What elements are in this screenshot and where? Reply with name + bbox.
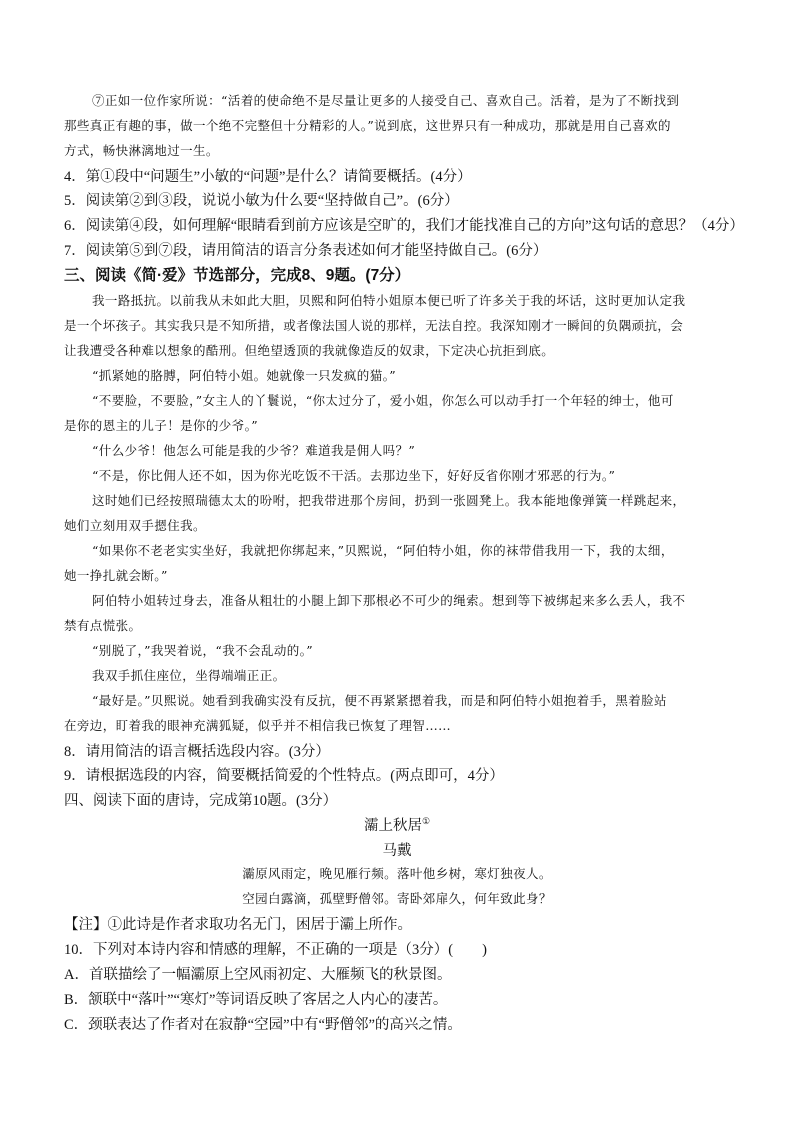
question-6: 6．阅读第④段，如何理解“眼睛看到前方应该是空旷的，我们才能找准自己的方向”这句话的意思？（4分） — [64, 218, 744, 234]
option-c: C．颈联表达了作者对在寂静“空园”中有“野僧邻”的高兴之情。 — [64, 1017, 462, 1033]
passage-line: 这时她们已经按照瑞德太太的吩咐，把我带进那个房间，扔到一张圆凳上。我本能地像弹簧一样跳起来， — [92, 493, 686, 508]
passage-line: 让我遭受各种难以想象的酷刑。但绝望透顶的我就像造反的奴隶，下定决心抗拒到底。 — [64, 343, 555, 358]
section-3-heading: 三、阅读《简·爱》节选部分，完成8、9题。(7分） — [64, 267, 411, 284]
poem-title — [0, 814, 794, 835]
passage-line: 阿伯特小姐转过身去，准备从粗壮的小腿上卸下那根必不可少的绳索。想到等下被绑起来多么丢人，我不 — [92, 593, 686, 608]
question-8: 8．请用简洁的语言概括选段内容。(3分） — [64, 744, 330, 760]
passage-line: 方式，畅快淋漓地过一生。 — [64, 143, 219, 158]
passage-line: 在旁边，盯着我的眼神充满狐疑，似乎并不相信我已恢复了理智…… — [64, 718, 452, 733]
passage-line: ⑦正如一位作家所说：“活着的使命绝不是尽量让更多的人接受自己、喜欢自己。活着，是为了不断找到 — [92, 93, 680, 108]
option-b: B．颔联中“落叶”“寒灯”等词语反映了客居之人内心的凄苦。 — [64, 992, 448, 1008]
poem-title-footnote: ① — [421, 816, 431, 827]
passage-line: 那些真正有趣的事，做一个绝不完整但十分精彩的人。”说到底，这世界只有一种成功，那就是用自己喜欢的 — [64, 118, 671, 133]
passage-line: 她一挣扎就会断。” — [64, 568, 168, 583]
passage-line: 我双手抓住座位，坐得端端正正。 — [92, 668, 286, 683]
passage-line: 她们立刻用双手摁住我。 — [64, 518, 206, 533]
question-5: 5．阅读第②到③段，说说小敏为什么要“坚持做自己”。(6分） — [64, 193, 459, 209]
passage-line: “不要脸，不要脸，”女主人的丫鬟说，“你太过分了，爱小姐，你怎么可以动手打一个年轻的绅士，他可 — [92, 393, 674, 408]
passage-line: “如果你不老老实实坐好，我就把你绑起来，”贝熙说，“阿伯特小姐，你的袜带借我用一下，我的太细， — [92, 543, 674, 558]
passage-line: 禁有点慌张。 — [64, 618, 142, 633]
passage-line: “抓紧她的胳膊，阿伯特小姐。她就像一只发疯的猫。” — [92, 368, 397, 383]
question-7: 7．阅读第⑤到⑦段，请用简洁的语言分条表述如何才能坚持做自己。(6分） — [64, 243, 548, 259]
poem-note: 【注】①此诗是作者求取功名无门，困居于灞上所作。 — [64, 917, 412, 933]
passage-line: “什么少爷！他怎么可能是我的少爷？难道我是佣人吗？” — [92, 443, 416, 458]
passage-line: “别脱了，”我哭着说，“我不会乱动的。” — [92, 643, 314, 658]
poem-author: 马戴 — [382, 843, 412, 859]
section-4-heading: 四、阅读下面的唐诗，完成第10题。(3分） — [64, 793, 338, 809]
passage-line: “不是，你比佣人还不如，因为你光吃饭不干活。去那边坐下，好好反省你刚才邪恶的行为。” — [92, 468, 616, 483]
question-10: 10．下列对本诗内容和情感的理解，不正确的一项是（3分）( ) — [64, 942, 487, 958]
passage-line: 是你的恩主的儿子！是你的少爷。” — [64, 418, 259, 433]
question-9: 9．请根据选段的内容，简要概括简爱的个性特点。(两点即可，4分） — [64, 768, 504, 784]
passage-line: “最好是。”贝熙说。她看到我确实没有反抗，便不再紧紧摁着我，而是和阿伯特小姐抱着手，黑着脸站 — [92, 693, 667, 708]
poem-line: 空园白露滴，孤壁野僧邻。寄卧郊扉久，何年致此身？ — [242, 891, 552, 906]
option-a: A．首联描绘了一幅灞原上空风雨初定、大雁频飞的秋景图。 — [64, 967, 452, 983]
passage-line: 是一个坏孩子。其实我只是不知所措，或者像法国人说的那样，无法自控。我深知刚才一瞬间的负隅顽抗，会 — [64, 318, 684, 333]
passage-line: 我一路抵抗。以前我从未如此大胆，贝熙和阿伯特小姐原本便已听了许多关于我的坏话，这时更加认定我 — [92, 293, 686, 308]
poem-title-text: 灞上秋居 — [363, 818, 422, 834]
poem-line: 灞原风雨定，晚见雁行频。落叶他乡树，寒灯独夜人。 — [242, 866, 552, 881]
question-4: 4．第①段中“问题生”小敏的“问题”是什么？请简要概括。(4分） — [64, 169, 472, 185]
